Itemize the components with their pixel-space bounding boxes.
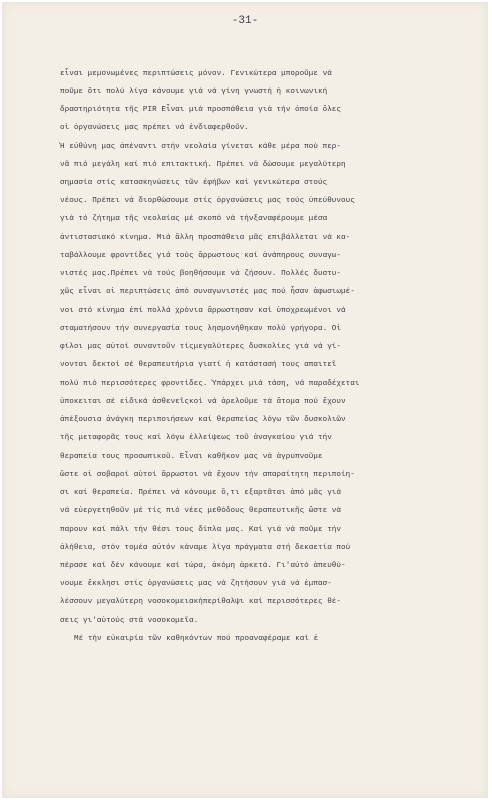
page-number: -31-: [231, 15, 259, 27]
text-line: Ἡ εὐθύνη μας ἀπέναντι στήν νεολαία γίνεται κάθε μέρα πού περ-: [60, 143, 342, 151]
text-line: νουμε ἔκκλησι στίς ὀργανώσεις μας νά ζητήσουν γιά νά ἐμπασ-: [60, 580, 332, 588]
text-line: σι καί θεραπεία. Πρέπει νά κάνουμε ὅ,τι εξαρτᾶται ἀπό μᾶς γιά: [60, 489, 342, 497]
text-line: θεραπεία τους προσωπικοῦ. Εἶναι καθῆκον μας νά ἀγρυπνοῦμε: [60, 453, 323, 461]
text-line: οἱ ὀργανώσεις μας πρέπει νά ἐνδιαφερθοῦν.: [60, 124, 249, 132]
text-line: νονται δεκτοί σέ θεραπευτήρια γιατί ἡ κατάστασή τους απαιτεῖ: [60, 361, 337, 369]
text-line: φίλοι μας αὐτοί συναντοῦν τίςμεγαλύτερες δυσκολίες γιά νά γί-: [60, 343, 342, 351]
text-line: τῆς μεταφορᾶς τους καί λόγω ἐλλείψεως τοῦ ἀναγκαίου γιά τήν: [60, 434, 332, 442]
text-line: ἀλήθεια, στόν τομέα αὐτόν κάναμε λίγα πράγματα στή δεκαετία πού: [60, 544, 351, 552]
text-line: γιά τό ζήτημα τῆς νεολαίας μέ σκοπό νά τήνξαναφέρουμε μέσα: [60, 215, 328, 223]
text-line: εἶναι μεμονωμένες περιπτώσεις μόνον. Γενικώτερα μποροῦμε νά: [60, 70, 332, 78]
text-line: Μέ τήν εὐκαιρία τῶν καθηκόντων πού προαναφέραμε καί ἐ: [74, 635, 319, 643]
text-line: νά εὐεργετηθοῦν μέ τίς πιό νέες μεθόδους θεραπευτικῆς ὥστε νά: [60, 507, 342, 515]
text-line: πολύ πιό περισσότερες φροντίδες. Ὑπάρχει μιά τάση, νά παραδέχεται: [60, 380, 360, 388]
text-line: νᾶ πιό μεγάλη καί πιό επιτακτική. Πρέπει νά δώσουμε μεγαλύτερη: [60, 161, 346, 169]
text-line: ἀντιστασιακό κίνημα. Μιά ἄλλη προσπάθεια μᾶς επιβάλλεται νά κα-: [60, 234, 351, 242]
document-page: [2, 2, 488, 798]
text-line: πέρασε καί δέν κάνουμε καί τώρα, ἀκόμη ἀρκετά. Γι'αὐτό ἀπευθύ-: [60, 562, 346, 570]
text-line: δραστηριότητα τῆς PIR Εἶναι μιά προσπάθεια γιά τήν ὁποία ὅλες: [60, 106, 342, 114]
text-line: σεις γι'αὐτούς στά νοσοκομεῖα.: [60, 617, 199, 625]
text-line: ὥστε οἱ σοβαροί αὐτοί ἄρρωστοι νά ἔχουν τήν απαραίτητη περιποίη-: [60, 471, 355, 479]
text-line: ταβάλλουμε φροντίδες γιά τούς ἄρρωστους καί ἀνάπηρους συναγω-: [60, 252, 342, 260]
text-line: ποῦμε ὅτι πολύ λίγα κάνουμε γιά νά γίνη γνωστή ἡ κοινωνική: [60, 88, 328, 96]
text-line: ἀπέξουσια ἀνάγκη περιποιήσεων καί θεραπείας λόγω τῶν δυσκολιῶν: [60, 416, 346, 424]
text-line: παρουν καί πάλι τήν θέσι τους δίπλα μας. Καί γιά νά ποῦμε τήν: [60, 526, 342, 534]
text-line: λέσσουν μεγαλύτερη νοσοκομειακήπερίθαλψι καί περισσότερες θέ-: [60, 598, 342, 606]
text-line: σταματήσουν τήν συνεργασία τους λησμονήθηκαν πολύ γρήγορα. Οἱ: [60, 325, 342, 333]
text-line: νιστές μας.Πρέπει νά τούς βοηθήσουμε νά ζήσουν. Πολλές δυστυ-: [60, 270, 342, 278]
text-line: νοι στό κίνημα ἐπί πολλά χρόνια ἄρρωστησαν καί ὑποχρεωμένοι νά: [60, 307, 346, 315]
text-line: ὑποκειται σέ εἰδικά ἀσθενεῖςκοί νά ἀρελοῦμε τά ἄτομα πού ἔχουν: [60, 398, 346, 406]
text-line: σημασία στίς κατασκηνώσεις τῶν ἐφήβων καί γενικώτερα στούς: [60, 179, 328, 187]
text-line: χῶς εἶναι οἱ περιπτώσεις ἀπό συναγωνιστές μας πού ἦσαν ἀφωσιωμέ-: [60, 288, 355, 296]
text-line: νέους. Πρέπει νά διορθώσουμε στίς ὀργανώσεις μας τούς ὑπεύθυνους: [60, 197, 355, 205]
